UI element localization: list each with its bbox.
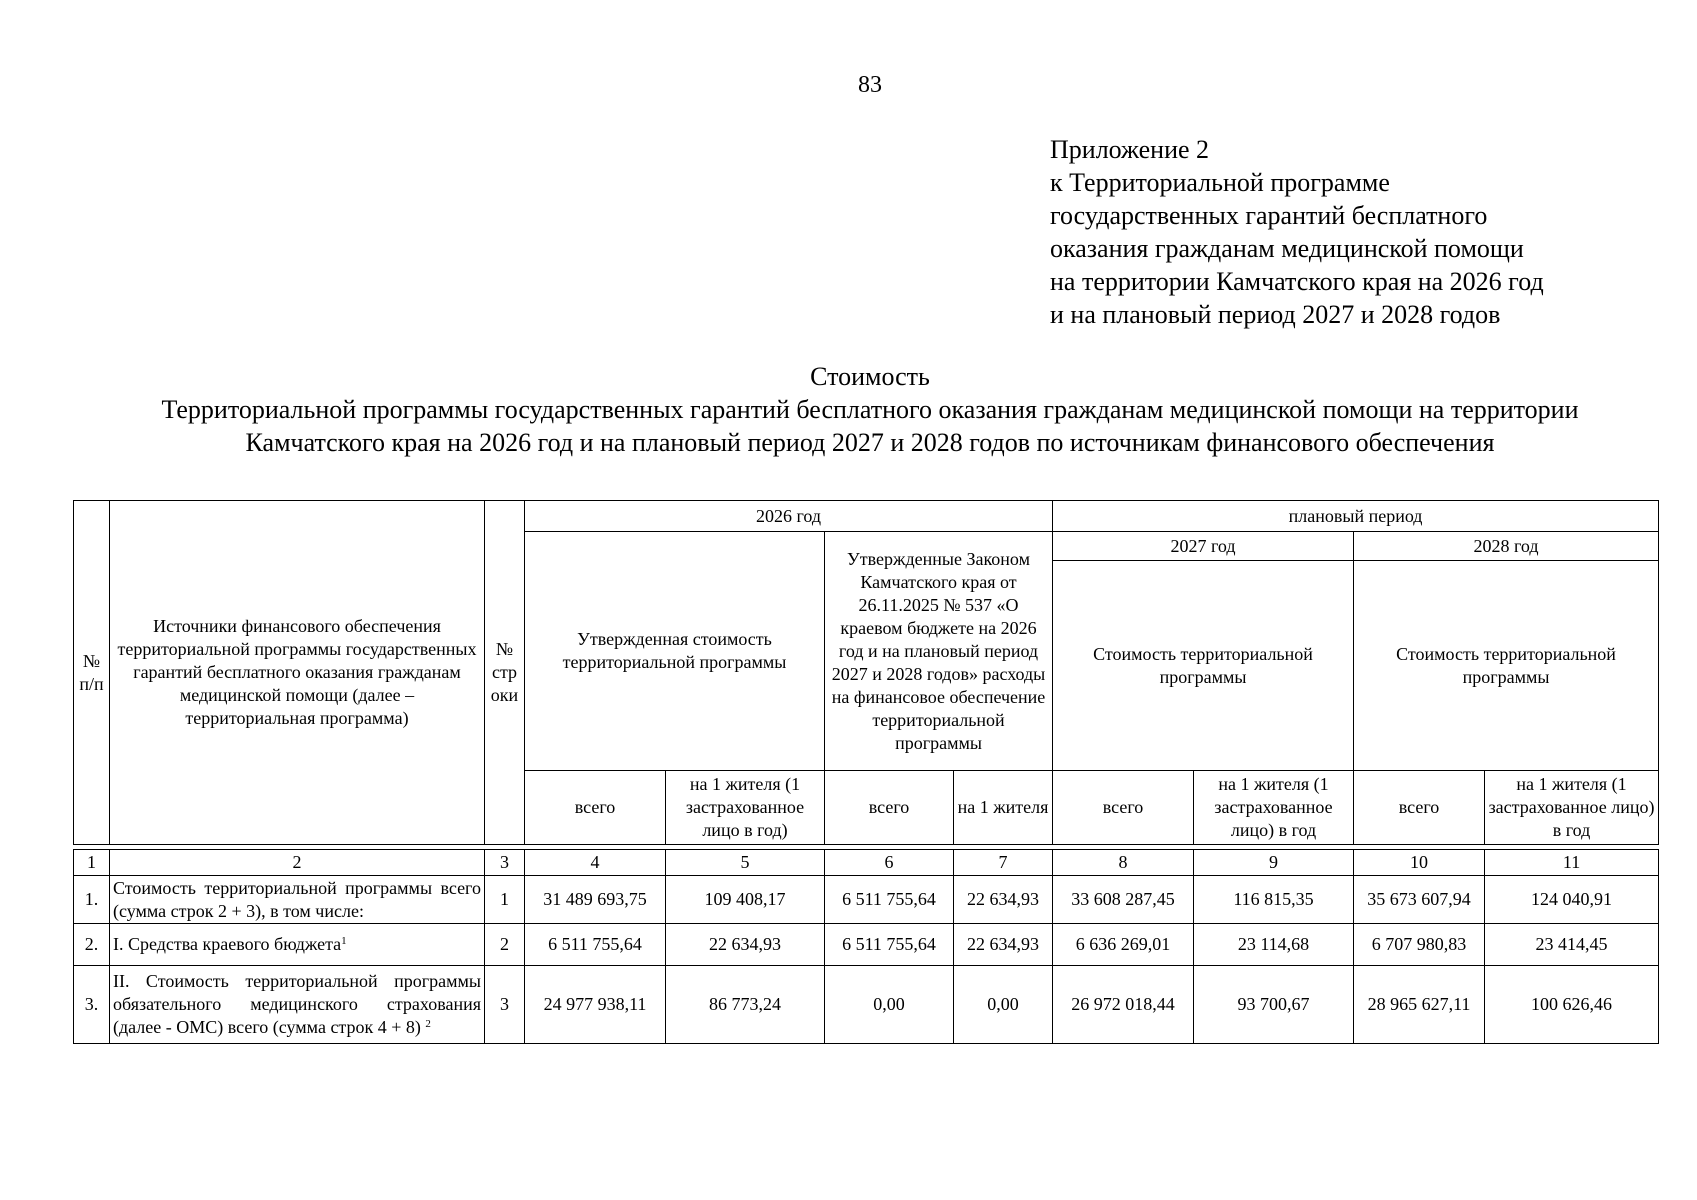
- row-num: 1.: [74, 876, 110, 924]
- table-row: [74, 876, 1659, 924]
- header-per-insured-year: на 1 жителя (1 застрахованное лицо) в год: [1194, 771, 1354, 845]
- row-num: 3.: [74, 966, 110, 1044]
- table-row: [74, 966, 1659, 1044]
- column-number: 3: [485, 850, 525, 876]
- header-law-expenses: Утвержденные Законом Камчатского края от 26.11.2025 № 537 «О краевом бюджете на 2026 год и на плановый период 2027 и 2028 годов» расходы на финансовое обеспечение территориальной программы: [825, 532, 1053, 771]
- row-source-text: II. Стоимость территориальной программы обязательного медицинского страхования (далее - ОМС) всего (сумма строк 4 + 8): [113, 971, 481, 1037]
- value-cell: 6 511 755,64: [525, 924, 666, 966]
- header-per-insured-year: на 1 жителя (1 застрахованное лицо) в год: [1485, 771, 1659, 845]
- header-cost-2027: Стоимость территориальной программы: [1053, 561, 1354, 771]
- value-cell: 109 408,17: [666, 876, 825, 924]
- value-cell: 24 977 938,11: [525, 966, 666, 1044]
- column-number: 6: [825, 850, 954, 876]
- row-source: [110, 966, 485, 1044]
- value-cell: 22 634,93: [954, 924, 1053, 966]
- header-approved-cost: Утвержденная стоимость территориальной программы: [525, 532, 825, 771]
- value-cell: 35 673 607,94: [1354, 876, 1485, 924]
- header-2026: 2026 год: [525, 501, 1053, 532]
- row-num: 2.: [74, 924, 110, 966]
- appendix-note: [1050, 133, 1670, 331]
- value-cell: 6 511 755,64: [825, 876, 954, 924]
- column-number: 7: [954, 850, 1053, 876]
- row-source-text: Стоимость территориальной программы всего (сумма строк 2 + 3), в том числе:: [113, 877, 481, 921]
- appendix-line: государственных гарантий бесплатного: [1050, 201, 1488, 230]
- value-cell: 26 972 018,44: [1053, 966, 1194, 1044]
- value-cell: 6 511 755,64: [825, 924, 954, 966]
- appendix-line: Приложение 2: [1050, 135, 1210, 164]
- value-cell: 31 489 693,75: [525, 876, 666, 924]
- appendix-line: оказания гражданам медицинской помощи: [1050, 234, 1524, 263]
- financing-table: [73, 500, 1659, 1044]
- value-cell: 0,00: [954, 966, 1053, 1044]
- appendix-line: и на плановый период 2027 и 2028 годов: [1050, 300, 1501, 329]
- value-cell: 23 414,45: [1485, 924, 1659, 966]
- footnote-ref: 2: [425, 1018, 431, 1030]
- column-number: 1: [74, 850, 110, 876]
- column-number-row: [74, 850, 1659, 876]
- appendix-line: к Территориальной программе: [1050, 168, 1390, 197]
- page-number: 83: [858, 72, 882, 98]
- value-cell: 116 815,35: [1194, 876, 1354, 924]
- header-per-resident: на 1 жителя: [954, 771, 1053, 845]
- row-line-no: 3: [485, 966, 525, 1044]
- value-cell: 0,00: [825, 966, 954, 1044]
- header-total: всего: [525, 771, 666, 845]
- column-number: 11: [1485, 850, 1659, 876]
- footnote-ref: 1: [341, 935, 347, 947]
- document-title: [60, 360, 1680, 459]
- column-number: 9: [1194, 850, 1354, 876]
- title-line: Стоимость: [810, 362, 930, 391]
- column-number: 2: [110, 850, 485, 876]
- value-cell: 93 700,67: [1194, 966, 1354, 1044]
- header-cost-2028: Стоимость территориальной программы: [1354, 561, 1659, 771]
- value-cell: 28 965 627,11: [1354, 966, 1485, 1044]
- appendix-line: на территории Камчатского края на 2026 год: [1050, 267, 1544, 296]
- header-2028: 2028 год: [1354, 532, 1659, 561]
- row-source: [110, 876, 485, 924]
- row-source: [110, 924, 485, 966]
- header-total: всего: [1053, 771, 1194, 845]
- value-cell: 6 636 269,01: [1053, 924, 1194, 966]
- value-cell: 86 773,24: [666, 966, 825, 1044]
- value-cell: 124 040,91: [1485, 876, 1659, 924]
- header-source: Источники финансового обеспечения территориальной программы государственных гарантий бесплатного оказания гражданам медицинской помощи (далее – территориальная программа): [110, 501, 485, 845]
- row-line-no: 1: [485, 876, 525, 924]
- value-cell: 22 634,93: [954, 876, 1053, 924]
- title-line: Территориальной программы государственных гарантий бесплатного оказания гражданам медицинской помощи на территории: [161, 395, 1579, 424]
- column-number: 8: [1053, 850, 1194, 876]
- title-line: Камчатского края на 2026 год и на плановый период 2027 и 2028 годов по источникам финансового обеспечения: [245, 428, 1495, 457]
- column-number: 10: [1354, 850, 1485, 876]
- header-row-no: № стр оки: [485, 501, 525, 845]
- row-line-no: 2: [485, 924, 525, 966]
- table-row: [74, 924, 1659, 966]
- header-num: № п/п: [74, 501, 110, 845]
- column-number: 5: [666, 850, 825, 876]
- value-cell: 23 114,68: [1194, 924, 1354, 966]
- row-source-text: I. Средства краевого бюджета: [113, 934, 342, 954]
- value-cell: 33 608 287,45: [1053, 876, 1194, 924]
- value-cell: 6 707 980,83: [1354, 924, 1485, 966]
- header-per-insured: на 1 жителя (1 застрахованное лицо в год): [666, 771, 825, 845]
- header-total: всего: [825, 771, 954, 845]
- header-total: всего: [1354, 771, 1485, 845]
- column-number: 4: [525, 850, 666, 876]
- value-cell: 100 626,46: [1485, 966, 1659, 1044]
- header-2027: 2027 год: [1053, 532, 1354, 561]
- value-cell: 22 634,93: [666, 924, 825, 966]
- header-planned-period: плановый период: [1053, 501, 1659, 532]
